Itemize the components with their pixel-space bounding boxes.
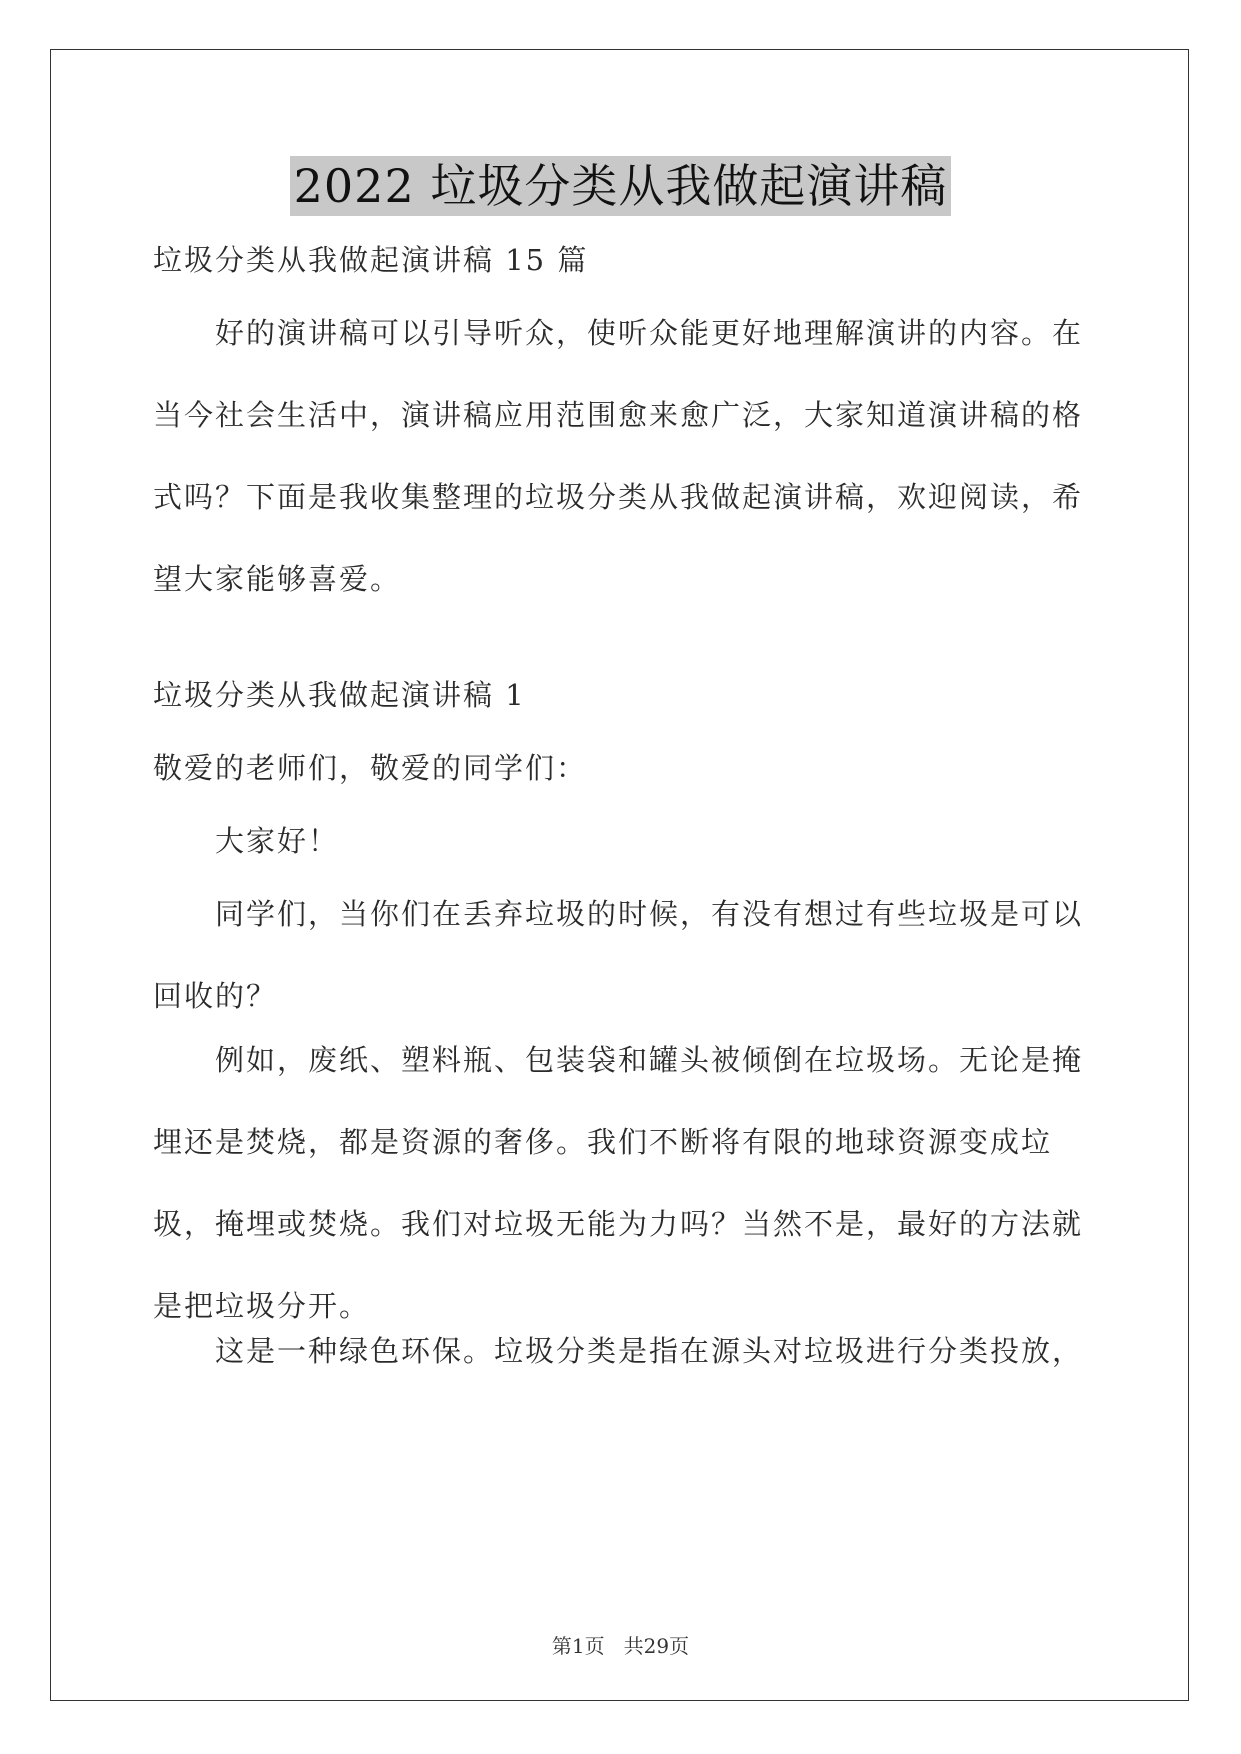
section-heading: 垃圾分类从我做起演讲稿 1 bbox=[153, 678, 526, 712]
document-subtitle: 垃圾分类从我做起演讲稿 15 篇 bbox=[153, 243, 589, 277]
body-paragraph-2: 例如，废纸、塑料瓶、包装袋和罐头被倾倒在垃圾场。无论是掩埋还是焚烧，都是资源的奢侈。我们不断将有限的地球资源变成垃圾，掩埋或焚烧。我们对垃圾无能为力吗？当然不是，最好的方法就是把垃圾分开。 bbox=[153, 1043, 1084, 1323]
intro-paragraph: 好的演讲稿可以引导听众，使听众能更好地理解演讲的内容。在当今社会生活中，演讲稿应用范围愈来愈广泛，大家知道演讲稿的格式吗？下面是我收集整理的垃圾分类从我做起演讲稿，欢迎阅读，希望大家能够喜爱。 bbox=[153, 316, 1084, 596]
footer-total-pages: 29 bbox=[643, 1634, 670, 1658]
document-title: 2022 垃圾分类从我做起演讲稿 bbox=[290, 156, 952, 216]
footer-mid: 页 共 bbox=[584, 1634, 644, 1658]
greeting: 大家好！ bbox=[215, 824, 340, 858]
footer-prefix: 第 bbox=[551, 1634, 572, 1658]
body-paragraph-1: 同学们，当你们在丢弃垃圾的时候，有没有想过有些垃圾是可以回收的？ bbox=[153, 897, 1084, 1013]
page-footer bbox=[0, 1630, 1241, 1659]
footer-suffix: 页 bbox=[669, 1634, 690, 1658]
title-container bbox=[0, 156, 1241, 216]
body-paragraph-3: 这是一种绿色环保。垃圾分类是指在源头对垃圾进行分类投放， bbox=[215, 1334, 1084, 1368]
footer-current-page: 1 bbox=[571, 1634, 585, 1658]
salutation: 敬爱的老师们，敬爱的同学们： bbox=[153, 751, 588, 785]
